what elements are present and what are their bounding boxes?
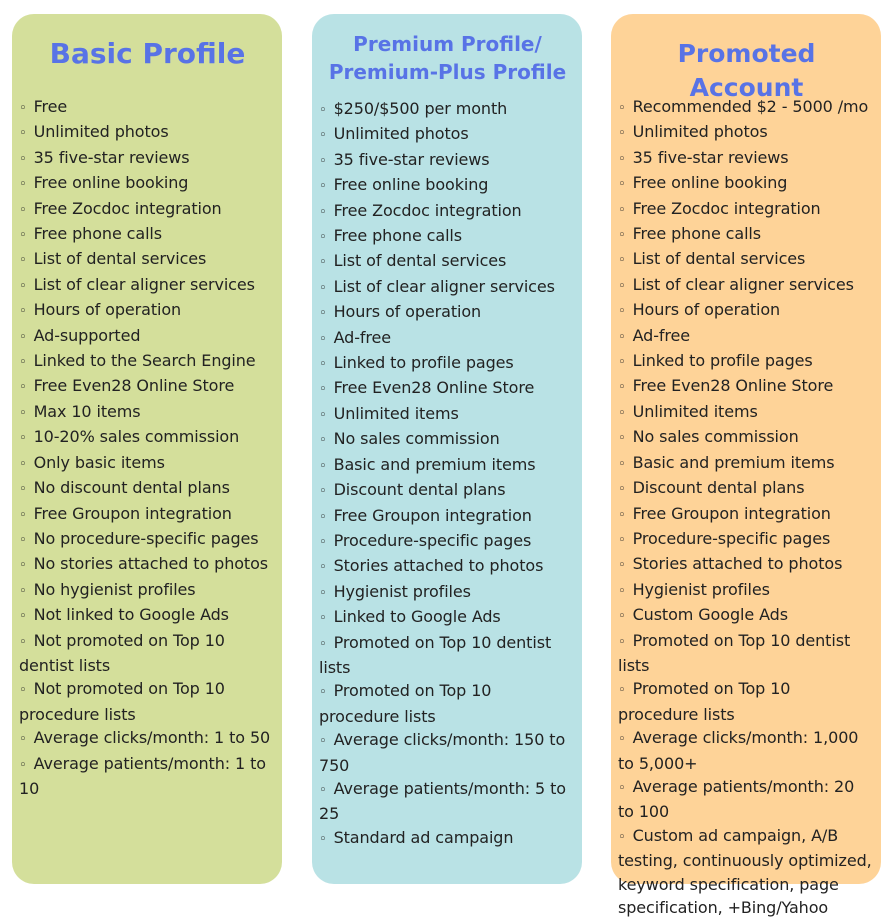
feature-item: [319, 376, 576, 401]
bullet-icon: ◦: [618, 609, 626, 625]
feature-text: Unlimited photos: [632, 122, 768, 142]
bullet-icon: ◦: [319, 534, 327, 550]
feature-text: Promoted on Top 10 dentist lists: [618, 630, 851, 675]
bullet-icon: ◦: [19, 456, 27, 472]
feature-text: Free online booking: [33, 173, 189, 193]
feature-text: List of dental services: [333, 251, 507, 271]
bullet-icon: ◦: [319, 128, 327, 144]
feature-item: [618, 603, 875, 628]
feature-item: [319, 679, 576, 728]
feature-text: Ad-supported: [33, 325, 141, 345]
bullet-icon: ◦: [618, 732, 626, 748]
bullet-icon: ◦: [319, 407, 327, 423]
feature-text: Hours of operation: [33, 300, 182, 320]
bullet-icon: ◦: [319, 103, 327, 118]
bullet-icon: ◦: [19, 634, 27, 650]
bullet-icon: ◦: [319, 611, 327, 627]
feature-item: [319, 478, 576, 503]
bullet-icon: ◦: [319, 230, 327, 246]
bullet-icon: ◦: [618, 532, 626, 548]
feature-text: List of clear aligner services: [33, 274, 255, 294]
bullet-icon: ◦: [19, 101, 27, 116]
bullet-icon: ◦: [319, 831, 327, 847]
feature-text: Stories attached to photos: [333, 556, 544, 576]
bullet-icon: ◦: [319, 204, 327, 220]
bullet-icon: ◦: [618, 101, 626, 116]
feature-item: [319, 199, 576, 224]
bullet-icon: ◦: [19, 683, 27, 699]
feature-text: Average patients/month: 20 to 100: [618, 776, 855, 822]
bullet-icon: ◦: [319, 685, 327, 701]
feature-item: [319, 148, 576, 173]
feature-text: 35 five-star reviews: [632, 147, 789, 167]
bullet-icon: ◦: [618, 507, 626, 523]
promoted-account-card: [611, 14, 881, 917]
feature-text: Discount dental plans: [333, 480, 506, 500]
feature-item: [19, 95, 276, 120]
feature-text: Free Even28 Online Store: [632, 376, 834, 396]
feature-text: Free Zocdoc integration: [333, 200, 522, 220]
bullet-icon: ◦: [19, 431, 27, 447]
feature-item: [618, 400, 875, 425]
feature-text: Hours of operation: [632, 300, 781, 320]
feature-text: Only basic items: [33, 452, 165, 472]
bullet-icon: ◦: [19, 126, 27, 142]
bullet-icon: ◦: [618, 405, 626, 421]
feature-item: [19, 527, 276, 552]
feature-text: Free online booking: [333, 175, 489, 195]
card-title: [618, 14, 875, 102]
feature-item: [19, 502, 276, 527]
feature-text: Procedure-specific pages: [333, 530, 532, 550]
feature-item: [19, 603, 276, 628]
bullet-icon: ◦: [319, 782, 327, 798]
feature-text: Free: [33, 97, 68, 116]
feature-text: Hours of operation: [333, 302, 482, 322]
feature-item: [19, 247, 276, 272]
bullet-icon: ◦: [19, 558, 27, 574]
bullet-icon: ◦: [319, 153, 327, 169]
bullet-icon: ◦: [19, 732, 27, 748]
feature-text: Free Groupon integration: [33, 503, 232, 523]
feature-text: Average patients/month: 1 to 10: [19, 753, 266, 798]
feature-item: [618, 527, 875, 552]
feature-text: List of clear aligner services: [333, 276, 555, 296]
feature-text: 10-20% sales commission: [33, 427, 240, 447]
feature-text: Unlimited photos: [33, 122, 169, 142]
feature-text: Not linked to Google Ads: [33, 605, 229, 625]
bullet-icon: ◦: [319, 280, 327, 296]
feature-text: Free Groupon integration: [333, 505, 532, 525]
feature-item: [618, 120, 875, 145]
bullet-icon: ◦: [19, 329, 27, 345]
feature-text: No discount dental plans: [33, 478, 230, 498]
bullet-icon: ◦: [319, 560, 327, 576]
bullet-icon: ◦: [618, 634, 626, 650]
feature-text: Ad-free: [333, 327, 392, 347]
feature-text: Recommended $2 - 5000 /mo: [632, 97, 869, 116]
feature-item: [319, 300, 576, 325]
feature-item: [319, 777, 576, 826]
bullet-icon: ◦: [618, 329, 626, 345]
feature-item: [618, 578, 875, 603]
feature-text: Unlimited items: [333, 403, 459, 423]
bullet-icon: ◦: [618, 278, 626, 294]
feature-text: Custom ad campaign, A/B testing, continuously optimized, keyword specification, page specification, +Bing/Yahoo: [618, 825, 872, 917]
feature-text: 35 five-star reviews: [333, 149, 490, 169]
feature-item: [19, 726, 276, 751]
card-title-line: Premium-Plus Profile: [328, 60, 567, 84]
bullet-icon: ◦: [319, 357, 327, 373]
card-title: [19, 14, 276, 82]
basic-profile-card: [12, 14, 282, 884]
bullet-icon: ◦: [319, 179, 327, 195]
feature-text: Not promoted on Top 10 procedure lists: [19, 679, 225, 724]
bullet-icon: ◦: [618, 202, 626, 218]
bullet-icon: ◦: [319, 433, 327, 449]
feature-item: [19, 425, 276, 450]
feature-item: [19, 171, 276, 196]
bullet-icon: ◦: [19, 532, 27, 548]
feature-item: [19, 578, 276, 603]
feature-text: Promoted on Top 10 procedure lists: [319, 681, 492, 726]
feature-text: No procedure-specific pages: [33, 528, 259, 548]
feature-text: Procedure-specific pages: [632, 528, 831, 548]
bullet-icon: ◦: [319, 458, 327, 474]
feature-item: [319, 504, 576, 529]
bullet-icon: ◦: [19, 609, 27, 625]
feature-text: Not promoted on Top 10 dentist lists: [19, 630, 225, 675]
feature-item: [618, 425, 875, 450]
feature-text: List of dental services: [33, 249, 207, 269]
feature-text: Free phone calls: [632, 224, 762, 244]
feature-item: [19, 349, 276, 374]
bullet-icon: ◦: [319, 484, 327, 500]
feature-item: [618, 775, 875, 824]
bullet-icon: ◦: [319, 306, 327, 322]
feature-item: [19, 298, 276, 323]
feature-text: Linked to profile pages: [333, 353, 514, 373]
feature-text: Hygienist profiles: [632, 579, 770, 599]
bullet-icon: ◦: [19, 202, 27, 218]
feature-item: [618, 197, 875, 222]
bullet-icon: ◦: [19, 380, 27, 396]
feature-text: Promoted on Top 10 procedure lists: [618, 679, 791, 724]
feature-item: [618, 374, 875, 399]
feature-item: [618, 146, 875, 171]
bullet-icon: ◦: [19, 253, 27, 269]
feature-text: Discount dental plans: [632, 478, 805, 498]
feature-text: Linked to profile pages: [632, 351, 813, 371]
feature-text: Free Groupon integration: [632, 503, 831, 523]
feature-list: [618, 82, 875, 919]
bullet-icon: ◦: [319, 734, 327, 750]
feature-item: [19, 146, 276, 171]
card-title-line: Premium Profile/: [353, 32, 542, 56]
feature-item: [19, 273, 276, 298]
feature-text: No hygienist profiles: [33, 579, 196, 599]
card-title: [319, 14, 576, 97]
feature-item: [19, 374, 276, 399]
feature-item: [19, 476, 276, 501]
feature-item: [319, 122, 576, 147]
card-title-line: Basic Profile: [49, 37, 246, 70]
feature-list: [319, 97, 576, 851]
feature-item: [319, 826, 576, 851]
feature-text: Promoted on Top 10 dentist lists: [319, 632, 552, 677]
bullet-icon: ◦: [19, 507, 27, 523]
feature-text: No stories attached to photos: [33, 554, 269, 574]
feature-item: [618, 824, 875, 919]
bullet-icon: ◦: [618, 177, 626, 193]
bullet-icon: ◦: [19, 304, 27, 320]
feature-item: [319, 224, 576, 249]
feature-text: Free online booking: [632, 173, 788, 193]
feature-text: List of dental services: [632, 249, 806, 269]
feature-item: [19, 197, 276, 222]
feature-item: [319, 326, 576, 351]
feature-text: Linked to the Search Engine: [33, 351, 256, 371]
feature-item: [319, 728, 576, 777]
feature-text: Hygienist profiles: [333, 581, 471, 601]
feature-item: [319, 631, 576, 680]
bullet-icon: ◦: [319, 331, 327, 347]
feature-text: Average patients/month: 5 to 25: [319, 778, 566, 824]
feature-item: [319, 351, 576, 376]
feature-text: Free Even28 Online Store: [33, 376, 235, 396]
bullet-icon: ◦: [618, 482, 626, 498]
feature-item: [19, 120, 276, 145]
feature-text: $250/$500 per month: [333, 99, 508, 118]
feature-item: [618, 552, 875, 577]
feature-text: Free phone calls: [333, 226, 463, 246]
feature-item: [319, 402, 576, 427]
bullet-icon: ◦: [618, 558, 626, 574]
feature-item: [19, 629, 276, 678]
bullet-icon: ◦: [618, 431, 626, 447]
feature-text: Max 10 items: [33, 401, 141, 421]
feature-item: [319, 580, 576, 605]
feature-text: Basic and premium items: [632, 452, 835, 472]
bullet-icon: ◦: [618, 583, 626, 599]
feature-item: [319, 554, 576, 579]
feature-text: Unlimited items: [632, 401, 758, 421]
feature-text: Custom Google Ads: [632, 605, 788, 625]
feature-text: Average clicks/month: 1,000 to 5,000+: [618, 728, 859, 773]
feature-text: List of clear aligner services: [632, 274, 854, 294]
feature-text: Average clicks/month: 150 to 750: [319, 730, 566, 775]
bullet-icon: ◦: [19, 482, 27, 498]
feature-item: [319, 605, 576, 630]
feature-item: [618, 726, 875, 775]
premium-profile-card: [312, 14, 582, 884]
bullet-icon: ◦: [319, 585, 327, 601]
feature-item: [618, 677, 875, 726]
bullet-icon: ◦: [618, 228, 626, 244]
feature-text: Free Even28 Online Store: [333, 378, 535, 398]
feature-item: [19, 552, 276, 577]
feature-item: [319, 249, 576, 274]
feature-item: [319, 173, 576, 198]
feature-item: [319, 97, 576, 122]
bullet-icon: ◦: [618, 456, 626, 472]
feature-text: Free phone calls: [33, 224, 163, 244]
feature-item: [618, 247, 875, 272]
feature-text: Free Zocdoc integration: [33, 198, 222, 218]
bullet-icon: ◦: [319, 255, 327, 271]
bullet-icon: ◦: [618, 380, 626, 396]
feature-item: [19, 451, 276, 476]
feature-text: 35 five-star reviews: [33, 147, 190, 167]
bullet-icon: ◦: [618, 683, 626, 699]
bullet-icon: ◦: [19, 151, 27, 167]
bullet-icon: ◦: [19, 405, 27, 421]
feature-text: Stories attached to photos: [632, 554, 843, 574]
bullet-icon: ◦: [618, 253, 626, 269]
feature-item: [19, 222, 276, 247]
feature-item: [618, 171, 875, 196]
feature-text: Average clicks/month: 1 to 50: [33, 728, 271, 748]
feature-text: Basic and premium items: [333, 454, 536, 474]
bullet-icon: ◦: [618, 126, 626, 142]
bullet-icon: ◦: [618, 780, 626, 796]
feature-text: Linked to Google Ads: [333, 607, 501, 627]
bullet-icon: ◦: [19, 177, 27, 193]
feature-item: [618, 222, 875, 247]
bullet-icon: ◦: [19, 228, 27, 244]
feature-item: [618, 324, 875, 349]
feature-text: No sales commission: [632, 427, 799, 447]
feature-item: [618, 451, 875, 476]
feature-item: [618, 629, 875, 678]
bullet-icon: ◦: [618, 304, 626, 320]
feature-item: [19, 324, 276, 349]
feature-item: [319, 275, 576, 300]
feature-item: [618, 502, 875, 527]
feature-item: [19, 400, 276, 425]
feature-item: [19, 752, 276, 801]
card-title-line: Promoted Account: [677, 39, 816, 102]
feature-text: Ad-free: [632, 325, 691, 345]
feature-item: [319, 427, 576, 452]
bullet-icon: ◦: [319, 636, 327, 652]
bullet-icon: ◦: [19, 355, 27, 371]
bullet-icon: ◦: [319, 509, 327, 525]
feature-text: Free Zocdoc integration: [632, 198, 821, 218]
bullet-icon: ◦: [19, 583, 27, 599]
bullet-icon: ◦: [19, 278, 27, 294]
feature-item: [618, 298, 875, 323]
bullet-icon: ◦: [319, 382, 327, 398]
bullet-icon: ◦: [618, 829, 626, 845]
feature-item: [618, 476, 875, 501]
bullet-icon: ◦: [618, 151, 626, 167]
feature-list: [19, 82, 276, 800]
feature-text: Standard ad campaign: [333, 827, 514, 847]
feature-item: [19, 677, 276, 726]
feature-item: [618, 95, 875, 120]
feature-item: [618, 273, 875, 298]
feature-item: [319, 529, 576, 554]
feature-text: No sales commission: [333, 429, 500, 449]
feature-item: [618, 349, 875, 374]
bullet-icon: ◦: [19, 757, 27, 773]
feature-text: Unlimited photos: [333, 124, 469, 144]
bullet-icon: ◦: [618, 355, 626, 371]
feature-item: [319, 453, 576, 478]
